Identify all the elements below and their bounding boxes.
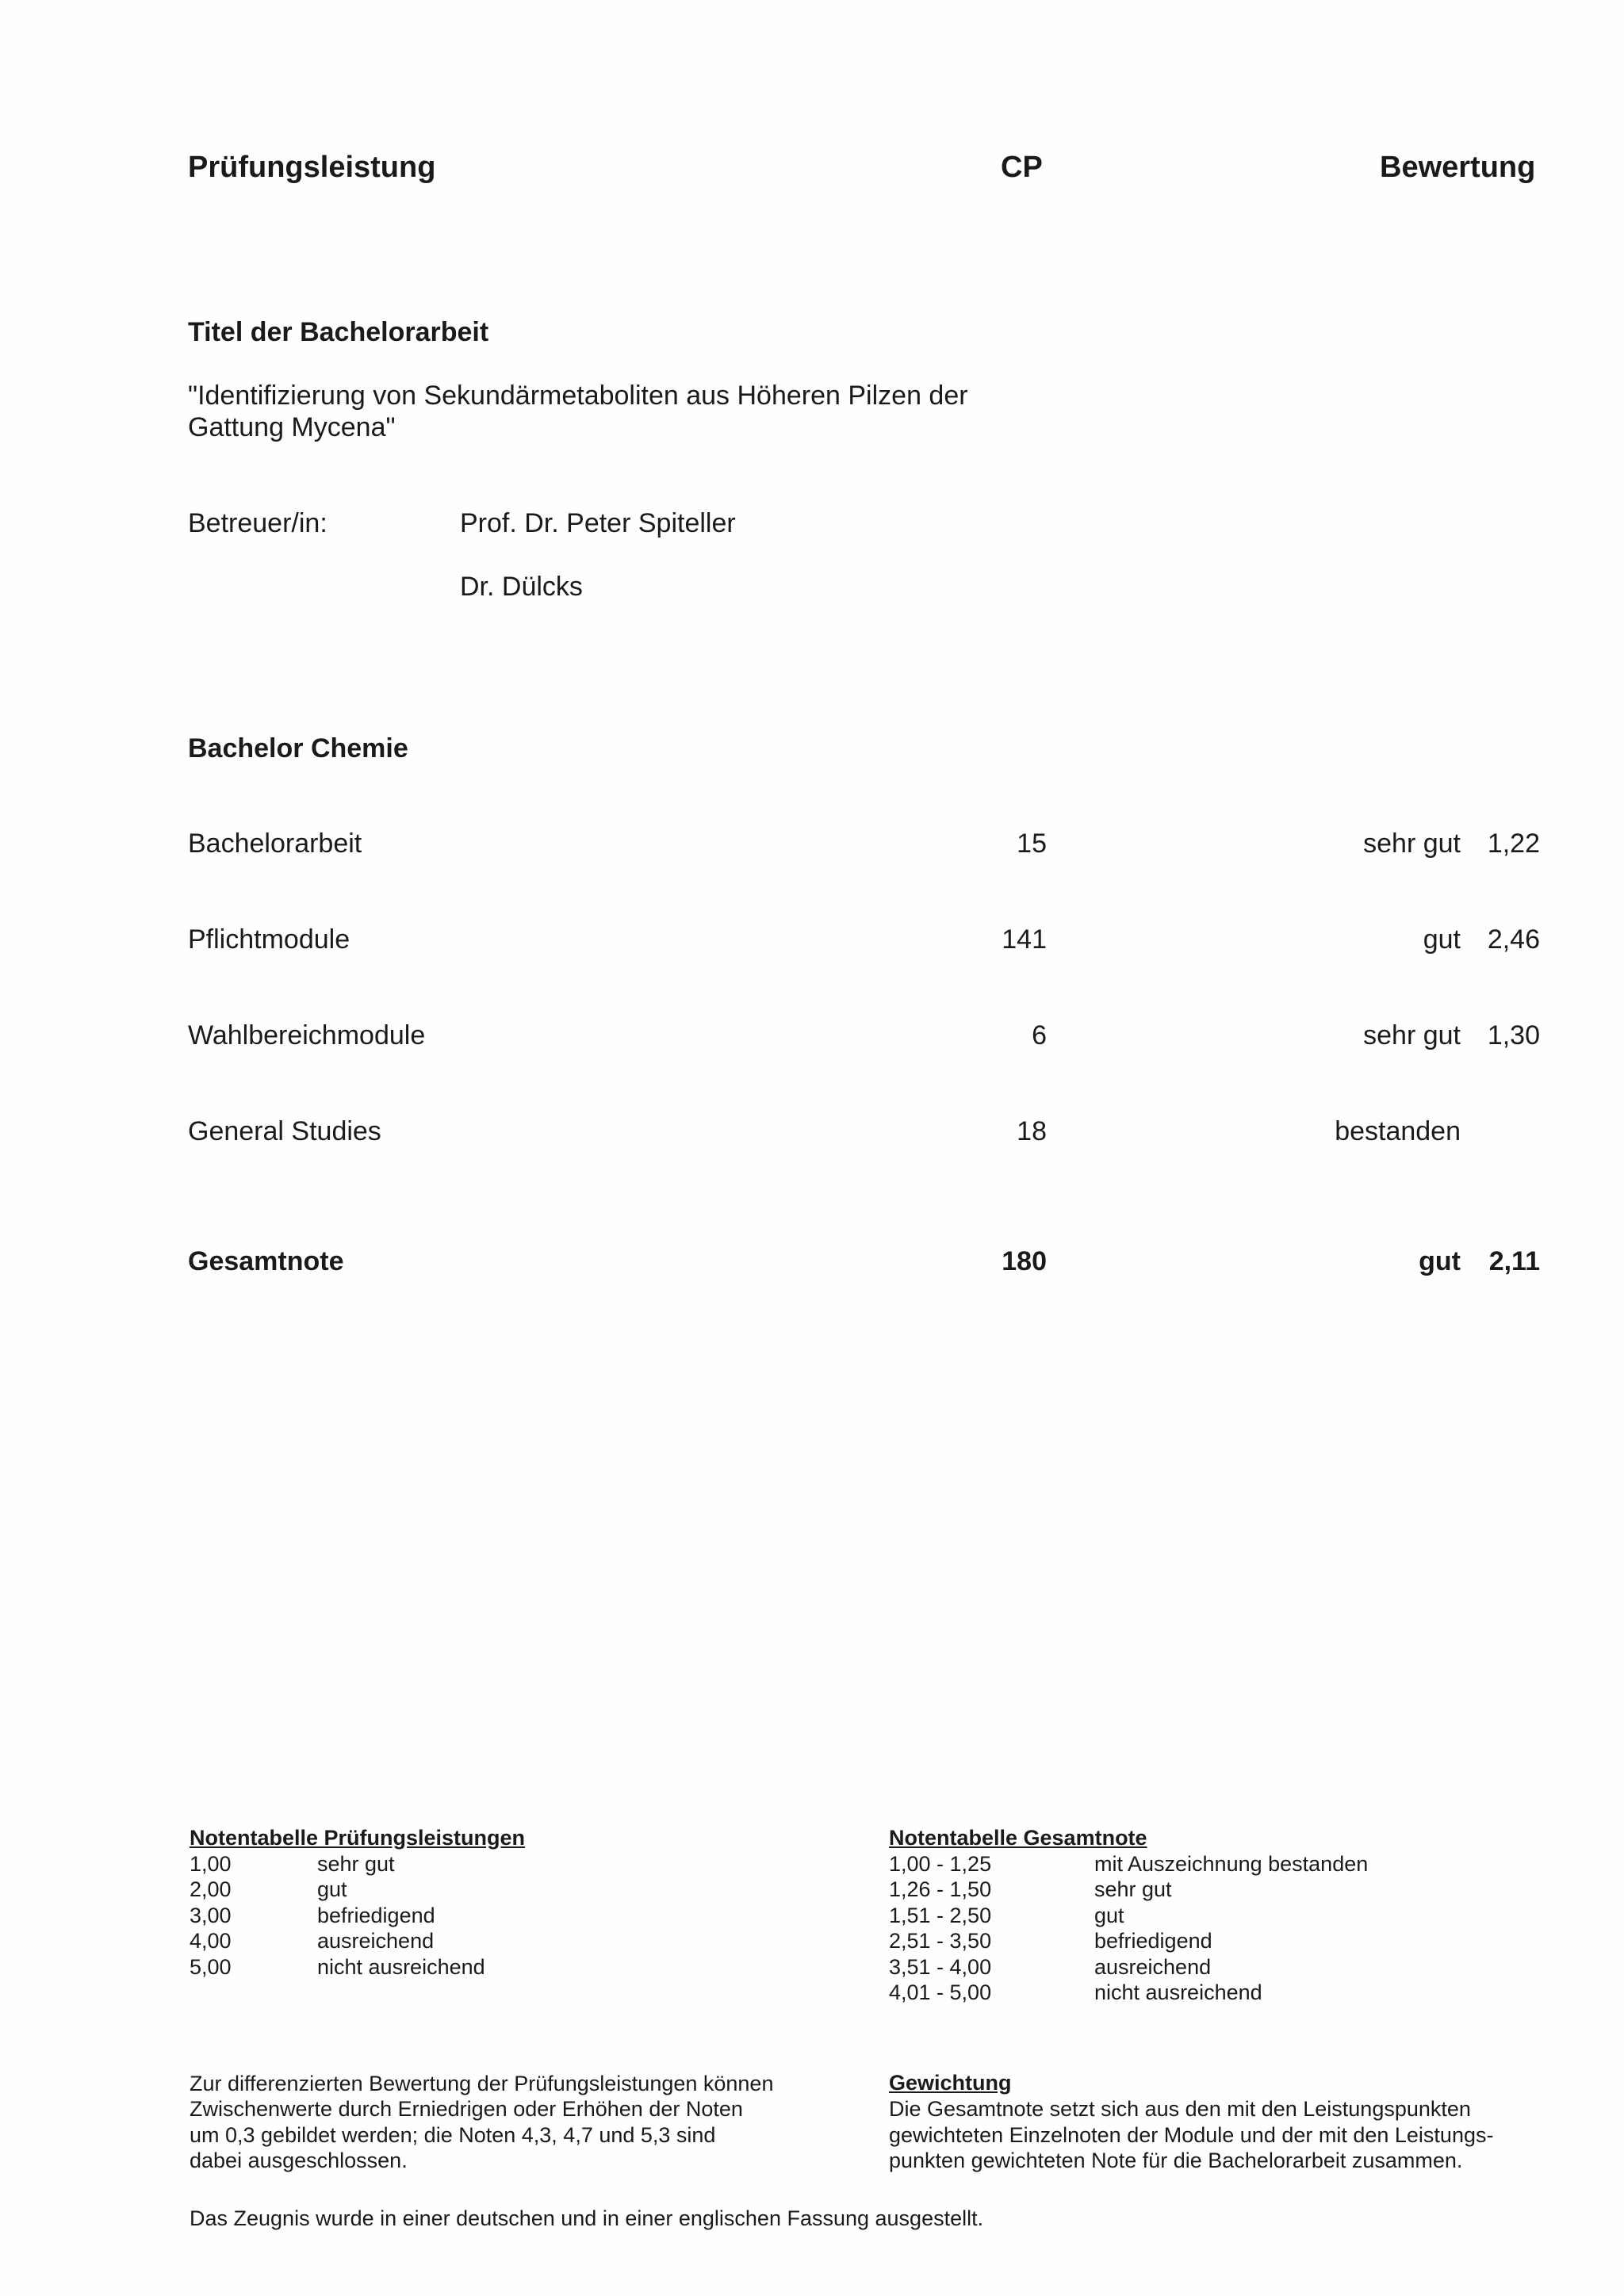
table-row-text: gut <box>317 1877 347 1901</box>
table-row-text: sehr gut <box>317 1852 395 1876</box>
grade-row-grade: 2,46 <box>1487 924 1540 955</box>
grade-row-cp: 6 <box>1032 1020 1047 1050</box>
table-row-range: 1,00 - 1,25 <box>889 1852 992 1876</box>
table-row-range: 3,51 - 4,00 <box>889 1955 992 1979</box>
supervisor-2: Dr. Dülcks <box>460 572 583 602</box>
table-row-range: 2,51 - 3,50 <box>889 1929 992 1953</box>
table-row-value: 1,00 <box>190 1852 232 1876</box>
grade-row-cp: 15 <box>1017 828 1047 859</box>
table-row-range: 1,26 - 1,50 <box>889 1877 992 1901</box>
table-row-range: 4,01 - 5,00 <box>889 1980 992 2004</box>
grade-row-cp: 141 <box>1002 924 1047 955</box>
grade-row-label: Wahlbereichmodule <box>188 1020 426 1050</box>
table-row-text: ausreichend <box>317 1929 435 1953</box>
table-row-text: sehr gut <box>1094 1877 1172 1901</box>
total-grade: 2,11 <box>1488 1246 1540 1276</box>
table-row-text: befriedigend <box>1094 1929 1212 1953</box>
grade-row-cp: 18 <box>1017 1116 1047 1146</box>
note-line: um 0,3 gebildet werden; die Noten 4,3, 4,7 und 5,3 sind <box>190 2123 716 2147</box>
grade-row-word: bestanden <box>1335 1116 1461 1146</box>
total-cp: 180 <box>1002 1246 1047 1276</box>
supervisor-label: Betreuer/in: <box>188 508 327 538</box>
table-exams-heading: Notentabelle Prüfungsleistungen <box>190 1826 526 1850</box>
weighting-line: gewichteten Einzelnoten der Module und der mit den Leistungs- <box>889 2123 1494 2147</box>
table-row-value: 2,00 <box>190 1877 232 1901</box>
footer-note: Das Zeugnis wurde in einer deutschen und in einer englischen Fassung ausgestellt. <box>190 2206 984 2230</box>
grade-row-word: gut <box>1423 924 1461 955</box>
grade-row-label: General Studies <box>188 1116 381 1146</box>
weighting-line: Die Gesamtnote setzt sich aus den mit den Leistungspunkten <box>889 2097 1471 2121</box>
table-row-text: nicht ausreichend <box>317 1955 485 1979</box>
thesis-heading: Titel der Bachelorarbeit <box>188 317 489 347</box>
weighting-line: punkten gewichteten Note für die Bachelorarbeit zusammen. <box>889 2149 1463 2172</box>
thesis-title-line-2: Gattung Mycena" <box>188 412 396 442</box>
table-row-text: ausreichend <box>1094 1955 1212 1979</box>
table-row-value: 5,00 <box>190 1955 232 1979</box>
weighting-heading: Gewichtung <box>889 2071 1012 2095</box>
table-row-value: 4,00 <box>190 1929 232 1953</box>
program-heading: Bachelor Chemie <box>188 733 408 763</box>
table-row-text: gut <box>1094 1904 1124 1927</box>
note-line: Zur differenzierten Bewertung der Prüfungsleistungen können <box>190 2072 774 2095</box>
grade-row-grade: 1,30 <box>1487 1020 1540 1050</box>
table-total-heading: Notentabelle Gesamtnote <box>889 1826 1147 1850</box>
thesis-title-line-1: "Identifizierung von Sekundärmetaboliten aus Höheren Pilzen der <box>188 381 968 411</box>
note-line: dabei ausgeschlossen. <box>190 2149 408 2172</box>
table-row-value: 3,00 <box>190 1904 232 1927</box>
grade-row-label: Pflichtmodule <box>188 924 350 955</box>
table-row-text: mit Auszeichnung bestanden <box>1094 1852 1369 1876</box>
grade-row-word: sehr gut <box>1363 1020 1461 1050</box>
column-header-cp: CP <box>1001 151 1043 184</box>
grade-row-word: sehr gut <box>1363 828 1461 859</box>
table-row-text: nicht ausreichend <box>1094 1980 1262 2004</box>
grade-row-label: Bachelorarbeit <box>188 828 362 859</box>
supervisor-1: Prof. Dr. Peter Spiteller <box>460 508 736 538</box>
note-line: Zwischenwerte durch Erniedrigen oder Erhöhen der Noten <box>190 2097 743 2121</box>
column-header-rating: Bewertung <box>1380 151 1536 184</box>
total-word: gut <box>1419 1246 1461 1276</box>
table-row-range: 1,51 - 2,50 <box>889 1904 992 1927</box>
column-header-exam: Prüfungsleistung <box>188 151 436 184</box>
total-label: Gesamtnote <box>188 1246 344 1276</box>
table-row-text: befriedigend <box>317 1904 435 1927</box>
grade-row-grade: 1,22 <box>1487 828 1540 859</box>
